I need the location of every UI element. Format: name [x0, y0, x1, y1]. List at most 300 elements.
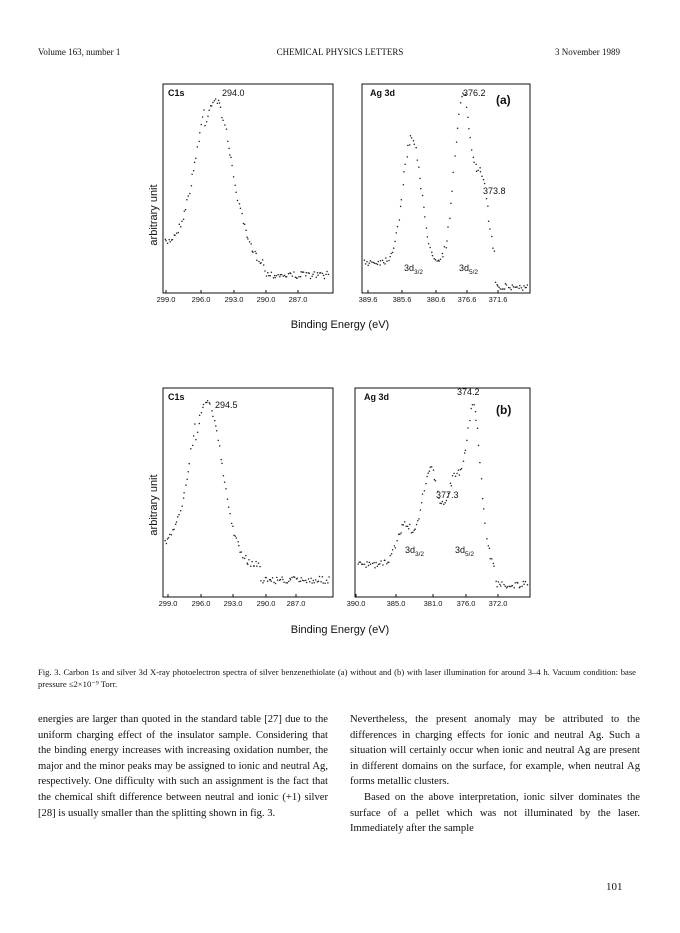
spectrum-point-a-ag3d — [403, 184, 405, 186]
spectrum-point-b-c1s — [247, 564, 249, 566]
spectrum-point-b-c1s — [250, 565, 252, 567]
spectrum-point-a-ag3d — [397, 226, 399, 228]
spectrum-point-b-c1s — [263, 580, 265, 582]
spectrum-point-b-ag3d — [444, 502, 446, 504]
spectrum-point-b-ag3d — [451, 485, 453, 487]
spectrum-point-b-c1s — [197, 431, 199, 433]
page-number: 101 — [606, 881, 623, 893]
frame-a-c1s — [163, 84, 333, 293]
title-a-c1s: C1s — [168, 88, 185, 98]
spectrum-point-a-ag3d — [442, 256, 444, 258]
spectrum-point-b-ag3d — [467, 427, 469, 429]
spectrum-point-a-c1s — [267, 272, 269, 274]
spectrum-point-b-ag3d — [418, 518, 420, 520]
spectrum-point-a-c1s — [207, 116, 209, 118]
spectrum-point-b-c1s — [265, 577, 267, 579]
spectrum-point-a-c1s — [197, 146, 199, 148]
spectrum-point-a-ag3d — [522, 289, 524, 291]
spectrum-point-b-ag3d — [404, 521, 406, 523]
spectrum-point-a-ag3d — [488, 220, 490, 222]
spectrum-point-b-c1s — [232, 526, 234, 528]
spectrum-point-a-ag3d — [415, 147, 417, 149]
spectrum-point-b-c1s — [169, 534, 171, 536]
spectrum-point-a-c1s — [206, 121, 208, 123]
spectrum-point-b-ag3d — [400, 532, 402, 534]
spectrum-point-b-ag3d — [523, 584, 525, 586]
spectrum-point-b-ag3d — [486, 538, 488, 540]
spectrum-point-b-c1s — [283, 582, 285, 584]
spectrum-point-b-c1s — [177, 516, 179, 518]
spectrum-point-a-c1s — [220, 106, 222, 108]
spectrum-point-a-ag3d — [438, 260, 440, 262]
spectrum-point-a-c1s — [218, 100, 220, 102]
spectrum-point-a-c1s — [293, 271, 295, 273]
spectrum-point-a-c1s — [298, 276, 300, 278]
spectrum-point-a-c1s — [283, 275, 285, 277]
spectrum-point-b-c1s — [294, 577, 296, 579]
spectrum-point-b-ag3d — [455, 475, 457, 477]
spectrum-point-a-c1s — [271, 271, 273, 273]
spectrum-point-b-c1s — [166, 543, 168, 545]
spectrum-point-b-ag3d — [489, 547, 491, 549]
spectrum-point-a-c1s — [286, 276, 288, 278]
spectrum-point-b-ag3d — [433, 469, 435, 471]
header-journal: CHEMICAL PHYSICS LETTERS — [276, 47, 404, 57]
spectrum-point-a-c1s — [172, 239, 174, 241]
spectrum-point-a-ag3d — [369, 262, 371, 264]
spectrum-point-b-ag3d — [514, 582, 516, 584]
peak-b-c1s: 294.5 — [215, 400, 238, 410]
spectrum-point-b-c1s — [237, 541, 239, 543]
spectrum-point-b-c1s — [223, 475, 225, 477]
spectrum-point-a-ag3d — [395, 232, 397, 234]
spectrum-point-b-c1s — [201, 412, 203, 414]
spectrum-point-b-c1s — [217, 440, 219, 442]
spectrum-point-a-c1s — [235, 191, 237, 193]
spectrum-point-a-c1s — [233, 176, 235, 178]
spectrum-point-b-ag3d — [461, 468, 463, 470]
spectrum-point-a-ag3d — [409, 144, 411, 146]
spectrum-point-b-c1s — [183, 492, 185, 494]
spectrum-point-b-c1s — [227, 498, 229, 500]
spectrum-point-a-ag3d — [428, 243, 430, 245]
spectrum-point-b-c1s — [309, 581, 311, 583]
spectrum-point-a-c1s — [208, 110, 210, 112]
spectrum-point-b-ag3d — [498, 581, 500, 583]
spectrum-point-b-ag3d — [470, 408, 472, 410]
spectrum-point-b-c1s — [181, 505, 183, 507]
spectrum-point-b-ag3d — [441, 503, 443, 505]
spectrum-point-b-ag3d — [450, 483, 452, 485]
spectrum-point-a-c1s — [258, 261, 260, 263]
spectrum-point-a-c1s — [288, 273, 290, 275]
spectrum-point-a-c1s — [328, 274, 330, 276]
spectrum-point-a-c1s — [290, 273, 292, 275]
spectrum-point-b-c1s — [238, 545, 240, 547]
spectrum-point-a-c1s — [222, 120, 224, 122]
peak-b-ag3d-1: 374.2 — [457, 387, 480, 397]
d52-b: $3d_{5/2}$ — [455, 545, 475, 558]
spectrum-point-b-c1s — [260, 580, 262, 582]
spectrum-point-a-c1s — [317, 274, 319, 276]
spectrum-point-b-c1s — [188, 463, 190, 465]
spectrum-point-a-c1s — [312, 274, 314, 276]
spectrum-point-b-ag3d — [422, 493, 424, 495]
spectrum-point-a-ag3d — [468, 128, 470, 130]
spectrum-point-a-ag3d — [487, 205, 489, 207]
spectrum-point-a-ag3d — [518, 288, 520, 290]
title-b-ag3d: Ag 3d — [364, 392, 390, 402]
spectrum-point-b-ag3d — [412, 532, 414, 534]
spectrum-point-b-c1s — [233, 535, 235, 537]
spectrum-point-a-c1s — [202, 116, 204, 118]
title-a-ag3d: Ag 3d — [370, 88, 396, 98]
spectrum-point-b-c1s — [273, 582, 275, 584]
spectrum-point-a-c1s — [183, 218, 185, 220]
spectrum-point-b-ag3d — [442, 501, 444, 503]
spectrum-point-b-c1s — [248, 559, 250, 561]
spectrum-point-b-ag3d — [500, 585, 502, 587]
xtick-a-c1s-4: 287.0 — [288, 295, 308, 304]
spectrum-point-b-c1s — [320, 581, 322, 583]
spectrum-point-a-ag3d — [492, 247, 494, 249]
spectrum-point-b-ag3d — [364, 564, 366, 566]
spectrum-point-a-ag3d — [454, 155, 456, 157]
spectrum-point-a-ag3d — [400, 206, 402, 208]
xtick-a-ag-2: 380.6 — [426, 295, 446, 304]
spectrum-point-b-ag3d — [488, 545, 490, 547]
spectrum-point-b-c1s — [175, 524, 177, 526]
xlabel-a: Binding Energy (eV) — [290, 319, 390, 331]
spectrum-point-b-c1s — [258, 562, 260, 564]
spectrum-point-a-ag3d — [382, 260, 384, 262]
spectrum-point-b-ag3d — [420, 509, 422, 511]
spectrum-point-b-c1s — [171, 534, 173, 536]
spectrum-point-b-c1s — [280, 579, 282, 581]
spectrum-point-b-c1s — [186, 479, 188, 481]
spectrum-point-b-ag3d — [382, 564, 384, 566]
spectrum-point-b-c1s — [270, 580, 272, 582]
spectrum-point-a-c1s — [325, 274, 327, 276]
spectrum-point-a-c1s — [217, 102, 219, 104]
spectrum-point-a-ag3d — [394, 241, 396, 243]
xtick-b-c1s-0: 299.0 — [158, 599, 178, 608]
spectrum-point-a-c1s — [262, 259, 264, 261]
spectrum-point-b-c1s — [231, 523, 233, 525]
spectrum-point-a-c1s — [255, 253, 257, 255]
spectrum-point-a-ag3d — [447, 226, 449, 228]
spectrum-point-b-ag3d — [389, 555, 391, 557]
spectrum-point-a-c1s — [227, 140, 229, 142]
spectrum-point-b-ag3d — [429, 470, 431, 472]
spectrum-point-b-c1s — [209, 403, 211, 405]
spectrum-point-a-ag3d — [411, 137, 413, 139]
spectrum-point-b-ag3d — [411, 532, 413, 534]
spectrum-point-b-ag3d — [478, 445, 480, 447]
spectrum-point-a-ag3d — [473, 162, 475, 164]
spectrum-point-a-c1s — [277, 274, 279, 276]
spectrum-point-a-c1s — [300, 271, 302, 273]
spectrum-point-a-c1s — [176, 232, 178, 234]
spectrum-point-b-ag3d — [482, 498, 484, 500]
spectrum-point-b-ag3d — [519, 586, 521, 588]
spectrum-point-a-ag3d — [516, 286, 518, 288]
spectrum-point-b-ag3d — [464, 452, 466, 454]
spectrum-point-b-ag3d — [360, 561, 362, 563]
spectrum-point-a-ag3d — [393, 247, 395, 249]
spectrum-point-a-ag3d — [506, 284, 508, 286]
header-date: 3 November 1989 — [555, 47, 620, 57]
spectrum-point-a-ag3d — [509, 287, 511, 289]
spectrum-point-a-c1s — [184, 210, 186, 212]
spectrum-point-b-ag3d — [512, 585, 514, 587]
spectrum-point-b-ag3d — [374, 567, 376, 569]
xtick-a-c1s-3: 290.0 — [256, 295, 276, 304]
spectrum-point-b-c1s — [195, 439, 197, 441]
spectrum-point-a-c1s — [244, 224, 246, 226]
spectrum-point-b-c1s — [326, 580, 328, 582]
spectrum-point-b-ag3d — [395, 547, 397, 549]
spectrum-point-b-c1s — [194, 423, 196, 425]
spectrum-point-a-c1s — [221, 117, 223, 119]
spectrum-point-b-ag3d — [414, 528, 416, 530]
spectrum-point-b-ag3d — [521, 585, 523, 587]
spectrum-point-b-c1s — [241, 551, 243, 553]
spectrum-point-a-ag3d — [399, 219, 401, 221]
spectrum-point-a-ag3d — [410, 135, 412, 137]
spectrum-point-b-ag3d — [379, 563, 381, 565]
body-right-column — [350, 712, 640, 837]
spectrum-point-b-ag3d — [452, 475, 454, 477]
spectrum-point-b-ag3d — [386, 563, 388, 565]
spectrum-point-a-ag3d — [367, 264, 369, 266]
spectrum-point-a-ag3d — [388, 260, 390, 262]
spectrum-point-a-ag3d — [505, 283, 507, 285]
spectrum-point-b-c1s — [302, 580, 304, 582]
spectrum-point-b-c1s — [236, 537, 238, 539]
spectrum-point-a-ag3d — [366, 261, 368, 263]
spectrum-point-a-ag3d — [385, 257, 387, 259]
ylabel-b: arbitrary unit — [148, 474, 160, 536]
spectrum-point-a-c1s — [273, 277, 275, 279]
spectrum-point-b-c1s — [262, 582, 264, 584]
spectrum-point-a-c1s — [280, 274, 282, 276]
spectrum-point-b-ag3d — [489, 558, 491, 560]
spectrum-point-b-c1s — [206, 402, 208, 404]
spectrum-point-a-c1s — [311, 275, 313, 277]
spectrum-point-a-c1s — [169, 241, 171, 243]
spectrum-point-a-c1s — [317, 272, 319, 274]
spectrum-point-b-ag3d — [472, 404, 474, 406]
spectrum-point-b-c1s — [246, 562, 248, 564]
spectrum-point-a-ag3d — [494, 250, 496, 252]
spectrum-point-b-c1s — [256, 565, 258, 567]
spectrum-point-a-ag3d — [457, 127, 459, 129]
spectrum-point-b-c1s — [224, 481, 226, 483]
spectrum-point-b-ag3d — [458, 469, 460, 471]
spectrum-point-a-ag3d — [484, 183, 486, 185]
spectrum-point-a-c1s — [306, 272, 308, 274]
spectrum-point-b-c1s — [285, 582, 287, 584]
spectrum-point-b-ag3d — [453, 473, 455, 475]
spectrum-point-a-ag3d — [519, 285, 521, 287]
spectrum-point-a-c1s — [165, 240, 167, 242]
spectrum-point-b-ag3d — [427, 472, 429, 474]
spectrum-point-b-c1s — [207, 400, 209, 402]
spectrum-point-b-c1s — [322, 582, 324, 584]
spectrum-point-a-c1s — [228, 148, 230, 150]
spectrum-point-b-c1s — [272, 577, 274, 579]
spectrum-point-b-ag3d — [377, 566, 379, 568]
spectrum-point-b-c1s — [281, 576, 283, 578]
spectrum-point-a-ag3d — [424, 216, 426, 218]
spectrum-point-b-c1s — [282, 579, 284, 581]
spectrum-point-a-ag3d — [471, 149, 473, 151]
peak-a-ag3d-2: 373.8 — [483, 186, 506, 196]
spectrum-point-a-ag3d — [365, 263, 367, 265]
spectrum-point-a-ag3d — [414, 144, 416, 146]
spectrum-point-a-c1s — [198, 141, 200, 143]
spectrum-point-a-ag3d — [390, 253, 392, 255]
spectrum-point-b-c1s — [193, 435, 195, 437]
spectrum-point-a-ag3d — [476, 171, 478, 173]
peak-b-ag3d-2: 377.3 — [436, 490, 459, 500]
spectrum-point-a-ag3d — [510, 289, 512, 291]
spectrum-point-a-c1s — [316, 276, 318, 278]
spectrum-point-b-c1s — [229, 513, 231, 515]
spectrum-point-b-ag3d — [465, 450, 467, 452]
spectrum-point-a-c1s — [186, 199, 188, 201]
spectrum-point-a-ag3d — [499, 288, 501, 290]
spectrum-point-a-c1s — [309, 272, 311, 274]
spectrum-point-a-ag3d — [483, 179, 485, 181]
spectrum-point-a-c1s — [215, 98, 217, 100]
spectrum-point-b-c1s — [245, 555, 247, 557]
spectrum-point-a-c1s — [241, 213, 243, 215]
spectrum-point-a-c1s — [174, 235, 176, 237]
spectrum-point-a-ag3d — [497, 285, 499, 287]
spectrum-point-b-c1s — [301, 577, 303, 579]
spectrum-point-b-ag3d — [366, 561, 368, 563]
spectrum-point-a-ag3d — [525, 287, 527, 289]
spectrum-point-b-ag3d — [525, 581, 527, 583]
spectrum-point-b-c1s — [291, 577, 293, 579]
xtick-a-ag-4: 371.6 — [488, 295, 508, 304]
spectrum-point-b-ag3d — [495, 581, 497, 583]
spectrum-point-a-ag3d — [480, 171, 482, 173]
spectrum-point-b-ag3d — [483, 508, 485, 510]
peak-a-ag3d-1: 376.2 — [463, 88, 486, 98]
spectrum-point-a-c1s — [204, 125, 206, 127]
spectrum-point-a-ag3d — [449, 217, 451, 219]
spectrum-point-b-c1s — [203, 404, 205, 406]
spectrum-point-a-ag3d — [419, 178, 421, 180]
spectrum-point-a-c1s — [212, 102, 214, 104]
spectrum-point-b-c1s — [211, 410, 213, 412]
d52-a: $3d_{5/2}$ — [459, 263, 479, 276]
label-b: (b) — [496, 403, 512, 417]
spectrum-point-b-c1s — [178, 514, 180, 516]
spectrum-point-b-c1s — [225, 488, 227, 490]
spectrum-point-a-c1s — [274, 275, 276, 277]
spectrum-point-a-ag3d — [431, 252, 433, 254]
xtick-b-ag-1: 385.0 — [386, 599, 406, 608]
spectrum-point-b-c1s — [251, 561, 253, 563]
spectrum-point-a-c1s — [194, 162, 196, 164]
spectrum-point-b-ag3d — [408, 528, 410, 530]
spectrum-point-b-ag3d — [459, 474, 461, 476]
spectrum-point-b-ag3d — [362, 563, 364, 565]
spectrum-point-b-ag3d — [435, 480, 437, 482]
spectrum-point-a-ag3d — [523, 285, 525, 287]
spectrum-point-a-ag3d — [379, 264, 381, 266]
frame-b-c1s — [163, 388, 333, 597]
spectrum-point-a-c1s — [296, 277, 298, 279]
spectrum-point-a-ag3d — [498, 286, 500, 288]
spectrum-point-b-ag3d — [463, 461, 465, 463]
spectrum-point-b-ag3d — [368, 565, 370, 567]
xtick-b-c1s-4: 287.0 — [286, 599, 306, 608]
spectrum-point-a-c1s — [313, 271, 315, 273]
spectrum-point-a-c1s — [187, 195, 189, 197]
spectrum-point-b-c1s — [185, 484, 187, 486]
xtick-a-ag-1: 385.6 — [392, 295, 412, 304]
spectrum-point-a-c1s — [324, 278, 326, 280]
spectrum-point-a-c1s — [185, 209, 187, 211]
spectrum-point-b-ag3d — [475, 420, 477, 422]
spectrum-point-a-ag3d — [392, 252, 394, 254]
spectrum-point-a-c1s — [226, 128, 228, 130]
spectrum-point-b-c1s — [253, 565, 255, 567]
spectrum-point-a-ag3d — [442, 253, 444, 255]
spectrum-point-b-c1s — [235, 535, 237, 537]
title-b-c1s: C1s — [168, 392, 185, 402]
spectrum-point-b-ag3d — [375, 562, 377, 564]
spectrum-point-b-c1s — [311, 582, 313, 584]
spectrum-point-a-ag3d — [389, 256, 391, 258]
spectrum-point-b-c1s — [318, 581, 320, 583]
spectrum-point-a-c1s — [276, 275, 278, 277]
spectrum-point-b-c1s — [255, 561, 257, 563]
spectrum-point-a-ag3d — [426, 227, 428, 229]
spectrum-point-a-c1s — [243, 223, 245, 225]
spectrum-point-a-ag3d — [481, 176, 483, 178]
spectrum-point-a-ag3d — [467, 116, 469, 118]
spectrum-point-a-ag3d — [432, 255, 434, 257]
header-volume: Volume 163, number 1 — [38, 47, 121, 57]
spectrum-point-a-ag3d — [458, 114, 460, 116]
spectrum-point-b-c1s — [324, 582, 326, 584]
spectrum-point-b-ag3d — [384, 559, 386, 561]
xtick-a-ag-0: 389.6 — [358, 295, 378, 304]
spectrum-point-b-ag3d — [513, 587, 515, 589]
body-paragraph: Based on the above interpretation, ionic silver dominates the surface of a pellet which was not illuminated by the laser. Immediately after the sample — [350, 791, 640, 835]
spectrum-point-a-ag3d — [427, 236, 429, 238]
xtick-b-c1s-3: 290.0 — [256, 599, 276, 608]
spectrum-point-b-c1s — [297, 577, 299, 579]
spectrum-point-b-c1s — [202, 407, 204, 409]
spectrum-point-b-c1s — [327, 582, 329, 584]
spectrum-point-a-ag3d — [417, 159, 419, 161]
spectrum-point-a-c1s — [323, 275, 325, 277]
figure-caption: Fig. 3. Carbon 1s and silver 3d X-ray photoelectron spectra of silver benzenethiolate (a) without and (b) with laser illumination for around 3–4 h. Vacuum condition: base pressure ≤2×10⁻⁹ Torr. — [38, 667, 636, 689]
spectrum-point-a-c1s — [199, 132, 201, 134]
spectrum-point-a-c1s — [264, 270, 266, 272]
spectrum-point-a-c1s — [231, 165, 233, 167]
spectrum-point-b-ag3d — [503, 584, 505, 586]
spectrum-point-a-ag3d — [436, 260, 438, 262]
spectrum-point-a-c1s — [274, 277, 276, 279]
